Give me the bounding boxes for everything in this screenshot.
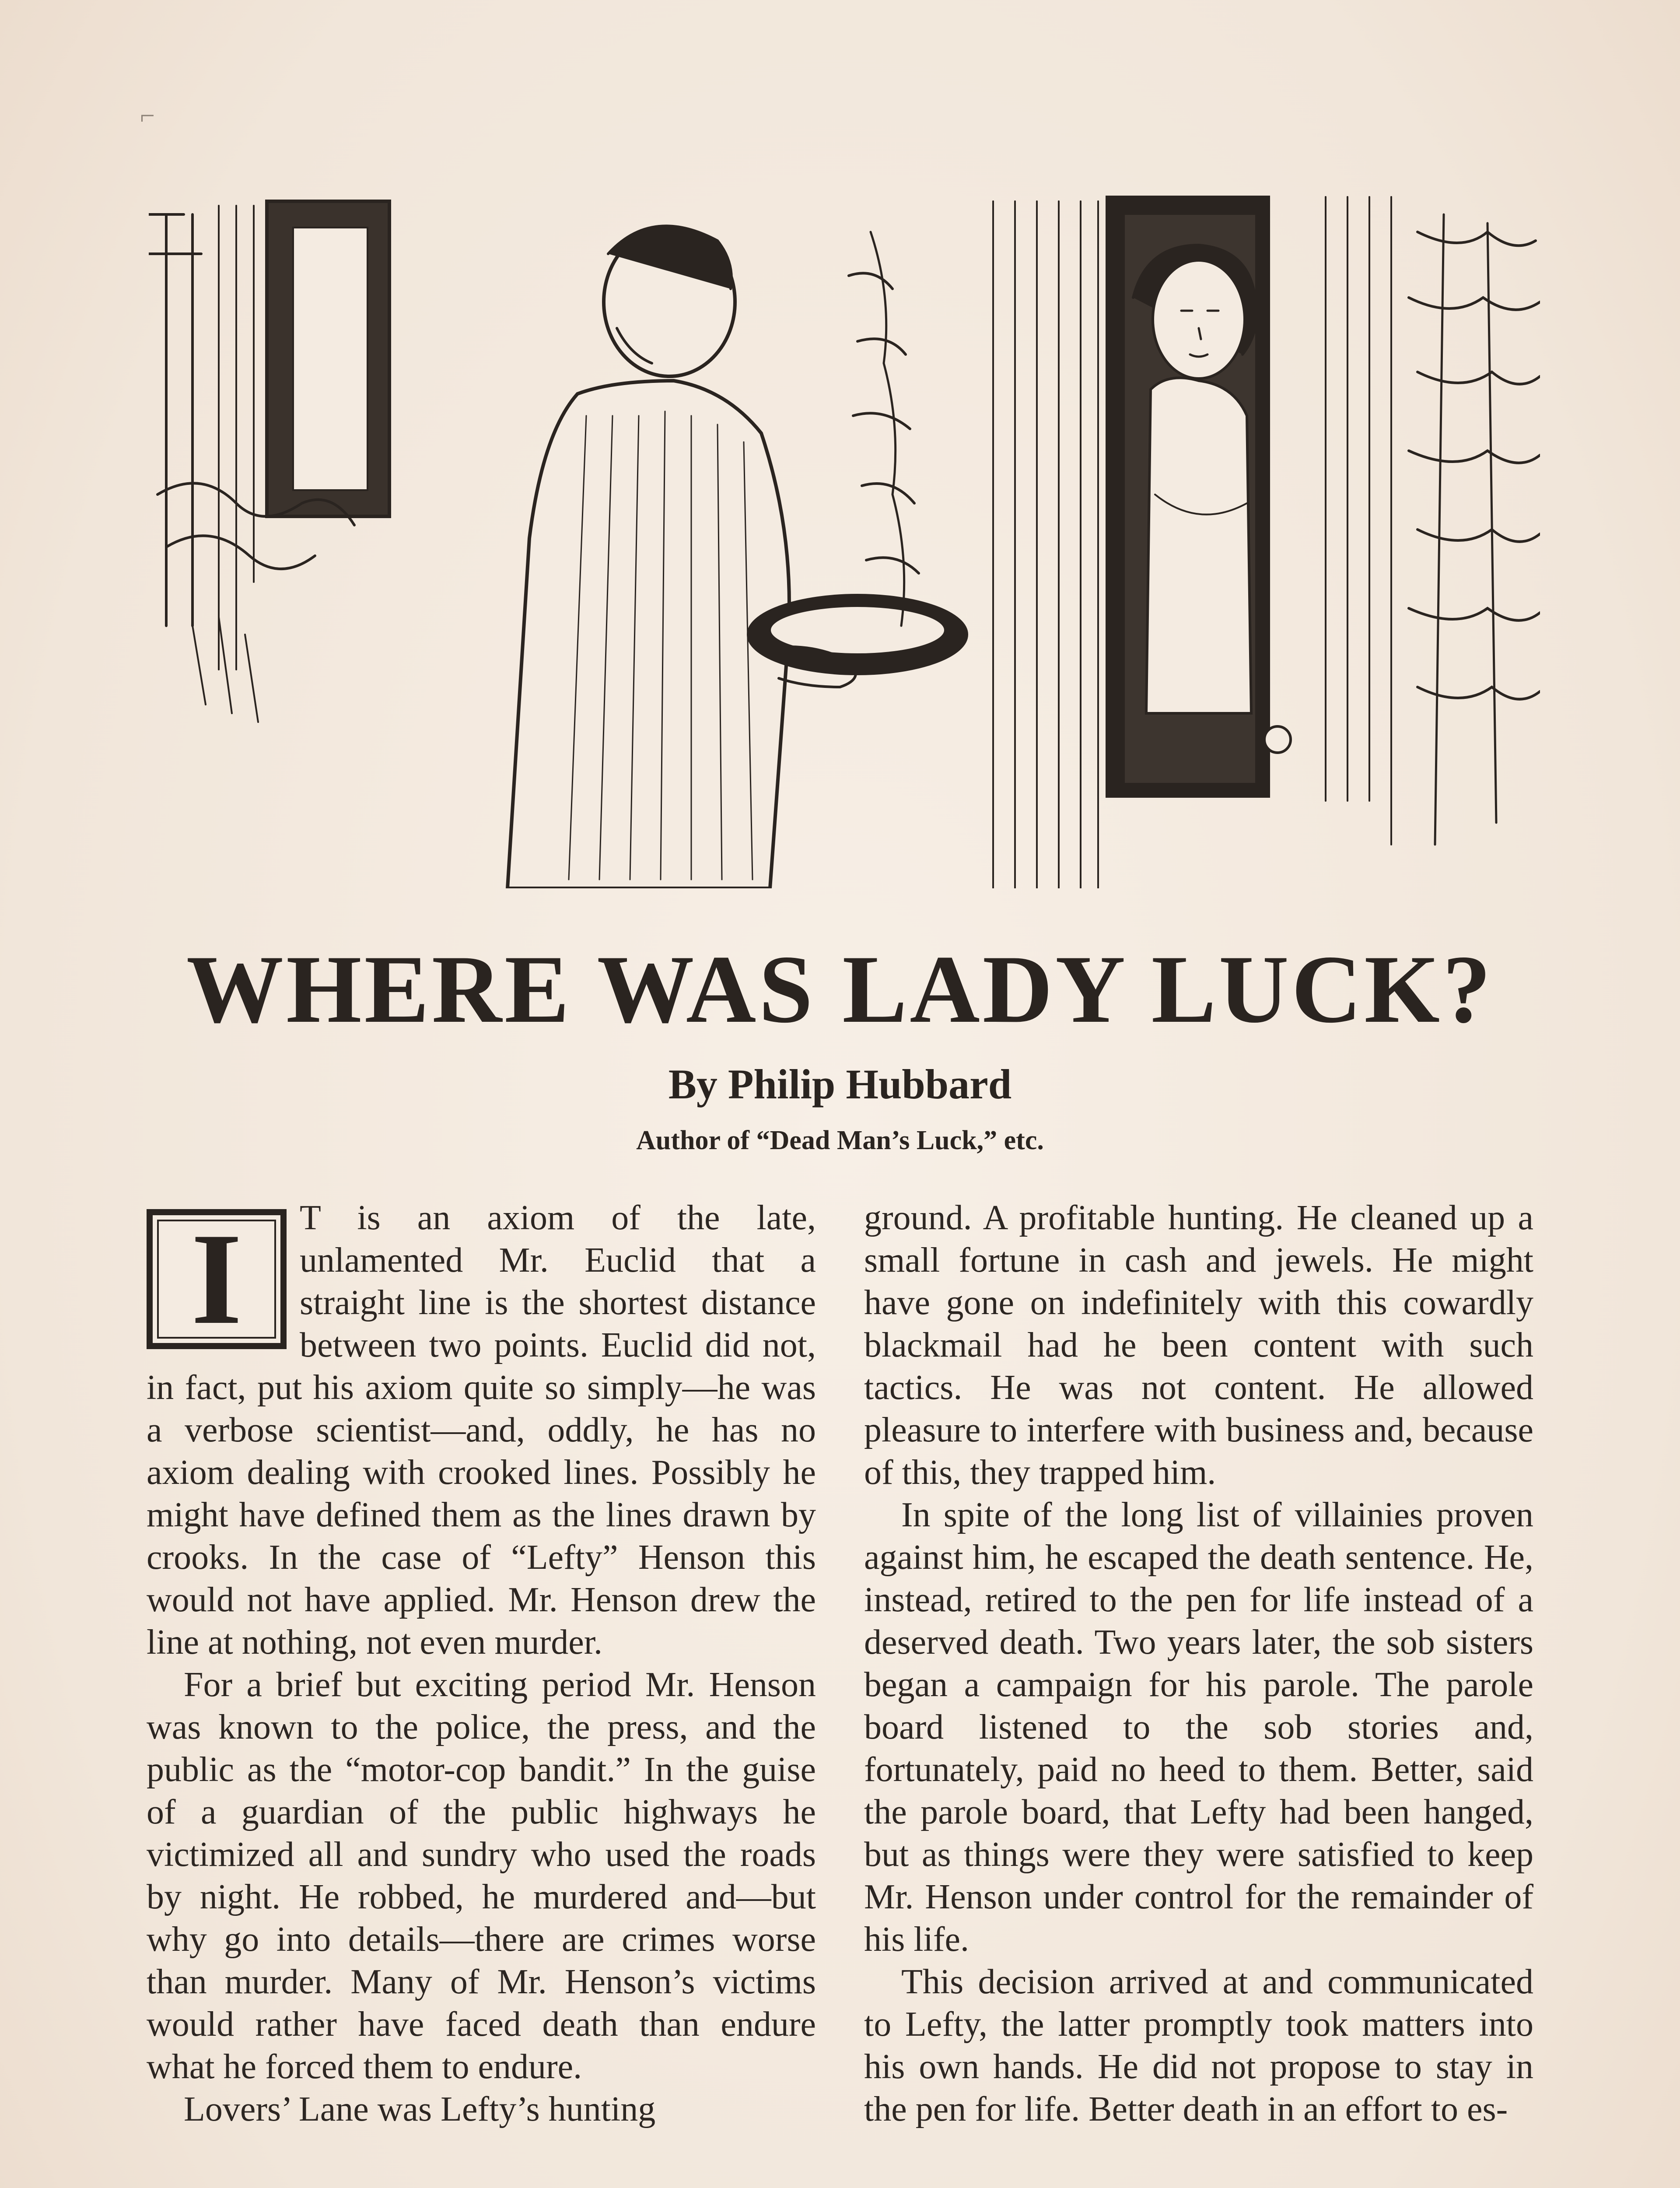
page-corner-mark: ⌐ bbox=[140, 101, 155, 130]
story-title: WHERE WAS LADY LUCK? bbox=[186, 936, 1494, 1043]
pen-and-ink-illustration bbox=[149, 188, 1540, 888]
drop-cap bbox=[147, 1206, 287, 1351]
paragraph: ground. A profitable hunting. He cleaned up a small fortune in cash and jewels. He might have gone on indefinitely with this cowardly blackmail had he been content with such tactics. He was not content. He allowed pleasure to interfere with business and, because of this, they trapped him. bbox=[864, 1199, 1533, 1492]
paragraph: Lovers’ Lane was Lefty’s hunting bbox=[184, 2090, 656, 2128]
paragraph: This decision arrived at and communicated to Lefty, the latter promptly took matters into his own hands. He did not propose to stay in the pen for life. Better death in an effort to es- bbox=[864, 1963, 1533, 2128]
paragraph: T is an axiom of the late, unlamented Mr. Euclid that a straight line is the shortest distance between two points. Euclid did not, in fact, put his axiom quite so simply—he was a verbose scientist—and, oddly, he has no axiom dealing with crooked lines. Possibly he might have defined them as the lines drawn by crooks. In the case of “Lefty” Henson this would not have applied. Mr. Henson drew the line at nothing, not even murder. bbox=[147, 1199, 816, 1662]
text-column-right bbox=[864, 1197, 1533, 2131]
story-illustration bbox=[149, 188, 1540, 888]
story-byline: By Philip Hubbard bbox=[668, 1061, 1012, 1108]
author-credits: Author of “Dead Man’s Luck,” etc. bbox=[636, 1126, 1044, 1155]
paragraph: For a brief but exciting period Mr. Henson was known to the police, the press, and the public as the “motor-cop bandit.” In the guise of a guardian of the public highways he victimized all and sundry who used the roads by night. He robbed, he murdered and—but why go into details—there are crimes worse than murder. Many of Mr. Henson’s victims would rather have faced death than endure what he forced them to endure. bbox=[147, 1666, 816, 2086]
paragraph: In spite of the long list of villainies proven against him, he escaped the death sentence. He, instead, retired to the pen for life instead of a deserved death. Two years later, the sob sisters began a campaign for his parole. The parole board listened to the sob stories and, fortunately, paid no heed to them. Better, said the parole board, that Lefty had been hanged, but as things were they were satisfied to keep Mr. Henson under control for the remainder of his life. bbox=[864, 1496, 1533, 1959]
drop-cap-letter: I bbox=[191, 1206, 242, 1351]
text-column-left bbox=[147, 1197, 816, 2131]
